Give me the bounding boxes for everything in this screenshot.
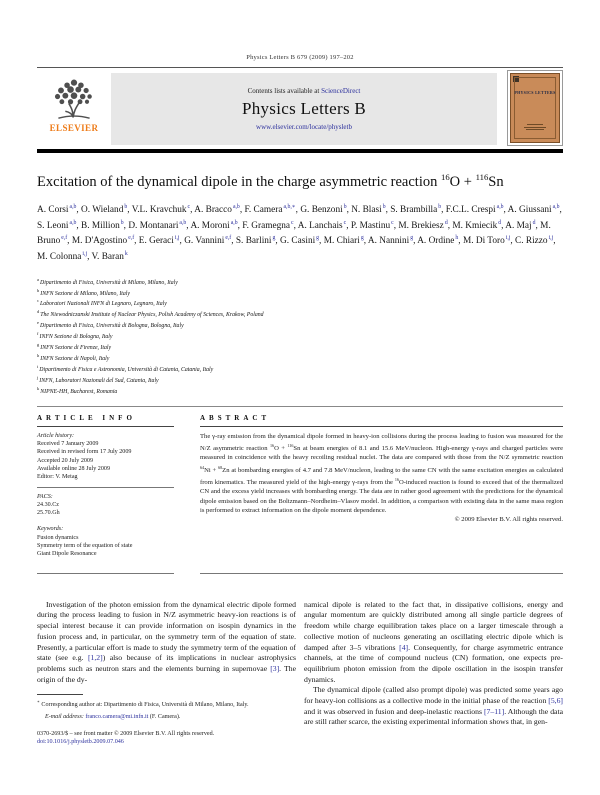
author-affiliation-sup: k bbox=[124, 250, 128, 257]
author bbox=[390, 205, 446, 215]
author-name: M. Kmiecik bbox=[452, 220, 498, 231]
journal-title: Physics Letters B bbox=[241, 99, 367, 118]
author-affiliation-sup: a,b bbox=[496, 203, 504, 210]
author-name: G. Vannini bbox=[184, 236, 225, 247]
author-affiliation-sup: g bbox=[360, 235, 364, 242]
author bbox=[505, 221, 540, 231]
section-divider-rule bbox=[37, 406, 563, 407]
author-affiliation-sup: a,b bbox=[69, 203, 77, 210]
doi-link[interactable]: doi:10.1016/j.physletb.2009.07.046 bbox=[37, 739, 124, 746]
author-separator: , bbox=[413, 236, 418, 247]
imprint-footer bbox=[37, 730, 296, 747]
superscript: 64 bbox=[200, 464, 205, 470]
affiliation-item: $^k$ NIPNE-HH, Bucharest, Romania bbox=[37, 385, 118, 395]
author bbox=[236, 236, 280, 246]
copyright-notice: © 2009 Elsevier B.V. All rights reserved. bbox=[454, 515, 563, 523]
author bbox=[298, 221, 351, 231]
author-affiliation-sup: g bbox=[272, 235, 276, 242]
superscript: 116 bbox=[475, 172, 489, 182]
keyword-lines bbox=[37, 534, 174, 559]
abstract-rule bbox=[200, 426, 563, 427]
author-separator: , bbox=[441, 204, 446, 215]
superscript: 16 bbox=[394, 476, 399, 482]
author-name: A. Ordine bbox=[417, 236, 455, 247]
author-separator: , bbox=[127, 204, 132, 215]
author-affiliation-sup: c bbox=[187, 203, 191, 210]
body-paragraph bbox=[304, 600, 563, 686]
article-history bbox=[37, 432, 174, 482]
author bbox=[128, 221, 190, 231]
author bbox=[244, 205, 300, 215]
author bbox=[81, 221, 128, 231]
journal-citation: Physics Letters B 679 (2009) 197–202 bbox=[246, 54, 354, 61]
author-affiliation-sup: a,b bbox=[552, 203, 560, 210]
text-run: Sn bbox=[488, 173, 504, 190]
author-separator: , bbox=[385, 204, 391, 215]
text-run: ) also because of its implications in nuclear astrophysics problems such as neutron stars and the elements burning in supernovae bbox=[37, 653, 296, 673]
author-name: A. Bracco bbox=[194, 204, 232, 215]
text-run: Zn at bombarding energies of 4.7 and 7.8 MeV/nucleon, leading to the same CN with the same excitation energies as calculated from kinematics. The measured yield of the high-energy γ-rays from the bbox=[200, 466, 564, 487]
footnote-marker: ∗ bbox=[37, 699, 40, 705]
author-name: A. Corsi bbox=[37, 204, 69, 215]
author bbox=[351, 221, 398, 231]
text-run: . Although the data are still rather scarce, the existing experimental information shows that, in gen- bbox=[304, 706, 563, 727]
contents-lists-text: Contents lists available at bbox=[247, 87, 322, 95]
list-line: 24.30.Cz bbox=[37, 501, 60, 508]
email-suffix: (F. Camera). bbox=[148, 713, 181, 720]
author-separator: , bbox=[458, 236, 463, 247]
keywords-label: Keywords: bbox=[37, 526, 64, 533]
affiliation-item: $^i$ Dipartimento di Fisica e Astronomia, Università di Catania, Catania, Italy bbox=[37, 363, 214, 373]
affiliation-item: $^c$ Laboratori Nazionali INFN di Legnaro, Legnaro, Italy bbox=[37, 298, 167, 308]
cover-masthead: PHYSICS LETTERS bbox=[514, 90, 556, 95]
author-name: F. Gramegna bbox=[242, 220, 291, 231]
author-affiliation-sup: c bbox=[343, 219, 347, 226]
cover-text-lines bbox=[511, 124, 559, 130]
author-affiliation-sup: i,j bbox=[548, 235, 554, 242]
affiliation-list bbox=[37, 276, 563, 396]
author-name: F. Camera bbox=[244, 204, 283, 215]
journal-cover-art bbox=[510, 73, 560, 143]
author bbox=[463, 236, 515, 246]
author-separator: , bbox=[510, 236, 516, 247]
author-name: S. Brambilla bbox=[390, 204, 438, 215]
author-separator: , bbox=[275, 236, 281, 247]
author bbox=[139, 236, 184, 246]
affiliation-item: $^a$ Dipartimento di Fisica, Università di Milano, Milano, Italy bbox=[37, 276, 178, 286]
author-separator: , bbox=[239, 204, 245, 215]
author-separator: , bbox=[295, 204, 301, 215]
author-name: S. Leoni bbox=[37, 220, 69, 231]
list-line: Received in revised form 17 July 2009 bbox=[37, 449, 132, 456]
superscript: 68 bbox=[218, 464, 223, 470]
article-info-heading: ARTICLE INFO bbox=[37, 413, 136, 422]
author bbox=[300, 205, 351, 215]
author-separator: , bbox=[447, 220, 453, 231]
pacs-label: PACS: bbox=[37, 493, 53, 500]
author-name: M. Chiari bbox=[323, 236, 360, 247]
author-separator: , bbox=[293, 220, 298, 231]
history-pacs-rule bbox=[37, 487, 174, 488]
text-run: and it was observed in fusion and deep-inelastic reactions bbox=[304, 706, 484, 716]
superscript: 16 bbox=[440, 172, 450, 182]
journal-url-link[interactable]: www.elsevier.com/locate/physletb bbox=[256, 123, 352, 131]
text-run: . Consequently, for charge asymmetric entrance channels, at the time of compound nucleus (CN) formation, one expects pre-equilibrium photon emission from the dipole oscillation in the isospin transfer dynamics. bbox=[304, 642, 563, 684]
author-separator: , bbox=[76, 204, 82, 215]
author-separator: , bbox=[535, 220, 541, 231]
author-name: O. Wieland bbox=[81, 204, 124, 215]
author bbox=[37, 221, 81, 231]
author-affiliation-sup: e,f bbox=[61, 235, 68, 242]
text-run: Investigation of the photon emission from the dynamical electric dipole formed during the process leading to fusion in N/Z asymmetric heavy-ion reactions is of special interest because it can provide information on isospin dynamics in the fusion process and, in particular, on the symmetry term of the equation of state. Presently, a particular effort is made to study the symmetry term of the equation of state (see e.g. bbox=[37, 599, 296, 663]
author-name: V.L. Kravchuk bbox=[131, 204, 187, 215]
author-affiliation-sup: b bbox=[438, 203, 442, 210]
footnote-rule bbox=[37, 694, 83, 695]
author-separator: , bbox=[346, 204, 352, 215]
article-title bbox=[37, 172, 563, 191]
author-affiliation-sup: a,b bbox=[69, 219, 77, 226]
author-affiliation-sup: a,b,∗ bbox=[283, 203, 296, 210]
reference-link[interactable]: [7–11] bbox=[483, 706, 505, 716]
author bbox=[194, 205, 244, 215]
author-affiliation-sup: i,j bbox=[82, 250, 88, 257]
author bbox=[184, 236, 236, 246]
info-abstract-section bbox=[37, 414, 563, 574]
author-name: S. Barlini bbox=[235, 236, 272, 247]
text-run: O-induced reaction is found to exceed that of the thermalized CN and the excess yield increases with bombarding energy. The data are in rather good agreement with the predictions for the dynamical dipole emission based on the Boltzmann–Nordheim–Vlasov model. In addition, a comparison with existing data in the same mass region is performed to extract information on the dipole moment dependence. bbox=[200, 479, 563, 514]
author-name: G. Casini bbox=[280, 236, 316, 247]
body-paragraph bbox=[304, 685, 563, 728]
footnote-text: Corresponding author at: Dipartimento di Fisica, Università di Milano, Milano, Italy. bbox=[39, 702, 249, 709]
corresponding-author-footnote bbox=[37, 698, 296, 709]
author-name: P. Mastinu bbox=[350, 220, 391, 231]
abstract-text bbox=[200, 432, 563, 515]
affiliation-item: $^f$ INFN Sezione di Bologna, Italy bbox=[37, 331, 113, 341]
superscript: 116 bbox=[287, 442, 294, 448]
author-affiliation-sup: b bbox=[343, 203, 347, 210]
author bbox=[452, 221, 505, 231]
author bbox=[81, 205, 132, 215]
author-separator: , bbox=[393, 220, 399, 231]
author bbox=[398, 221, 452, 231]
author bbox=[92, 252, 128, 262]
author-separator: , bbox=[553, 236, 556, 247]
text-run: Excitation of the dynamical dipole in the charge asymmetric reaction bbox=[37, 173, 441, 190]
author-name: G. Benzoni bbox=[300, 204, 343, 215]
author-separator: , bbox=[559, 204, 562, 215]
author bbox=[132, 205, 195, 215]
superscript: 16 bbox=[269, 442, 275, 448]
author-affiliation-sup: c bbox=[391, 219, 394, 226]
author-name: N. Blasi bbox=[351, 204, 382, 215]
author-affiliation-sup: i,j bbox=[174, 235, 180, 242]
author-separator: , bbox=[363, 236, 368, 247]
author-separator: , bbox=[319, 236, 324, 247]
thick-black-rule bbox=[37, 149, 563, 153]
author bbox=[37, 252, 92, 262]
abstract-heading: ABSTRACT bbox=[200, 413, 271, 422]
header-gap bbox=[497, 73, 507, 145]
elsevier-wordmark: ELSEVIER bbox=[49, 123, 99, 133]
author-affiliation-sup: g bbox=[316, 235, 320, 242]
author bbox=[446, 205, 508, 215]
affiliation-item: $^h$ INFN Sezione di Napoli, Italy bbox=[37, 353, 110, 362]
text-run: Ni + bbox=[204, 466, 219, 474]
author-name: A. Moroni bbox=[190, 220, 230, 231]
author-name: F.C.L. Crespi bbox=[445, 204, 496, 215]
author-affiliation-sup: c bbox=[291, 219, 294, 226]
list-line: Available online 28 July 2009 bbox=[37, 465, 110, 472]
author-affiliation-sup: e,f bbox=[225, 235, 232, 242]
email-footnote bbox=[37, 713, 296, 721]
list-line: 25.70.Gh bbox=[37, 510, 60, 517]
reference-link[interactable]: [4] bbox=[399, 642, 409, 652]
pacs-block bbox=[37, 493, 174, 518]
text-run: . The origin of the dy- bbox=[37, 663, 296, 684]
abstract-column bbox=[200, 414, 563, 574]
sciencedirect-link[interactable]: ScienceDirect bbox=[321, 87, 361, 95]
pacs-lines bbox=[37, 501, 174, 518]
list-line: Fusion dynamics bbox=[37, 534, 79, 541]
author-separator: , bbox=[87, 251, 92, 262]
text-run: O + bbox=[274, 445, 288, 453]
author-name: D. Montanari bbox=[128, 220, 179, 231]
text-run: Sn at beam energies of 8.1 and 15.6 MeV/nucleon. High-energy γ-rays and charged particles were measured in coincidence with the heavy recoiling residual nuclei. The data are compared with those from the N/Z symmetric reaction bbox=[200, 445, 564, 462]
author-name: A. Maj bbox=[505, 220, 532, 231]
author-separator: , bbox=[179, 236, 185, 247]
author bbox=[190, 221, 242, 231]
author-name: M. Brekiesz bbox=[398, 220, 444, 231]
text-run: namical dipole is related to the fact that, in dissipative collisions, energy and angular momentum are quickly distributed among all single particle degrees of freedom while charge equilibration takes place on a larger timescale through a collective motion of nucleons generating an oscillating electric dipole which is damped after 3–5 vibrations bbox=[304, 599, 563, 652]
author-separator: , bbox=[190, 204, 195, 215]
header-rule bbox=[37, 67, 563, 68]
affiliation-item: $^d$ The Niewodniczanski Institute of Nuclear Physics, Polish Academy of Sciences, Krakow, Poland bbox=[37, 309, 264, 319]
article-info-column bbox=[37, 414, 174, 574]
author-separator: , bbox=[123, 220, 129, 231]
author-affiliation-sup: a,b bbox=[179, 219, 187, 226]
author-affiliation-sup: d bbox=[498, 219, 502, 226]
author-separator: , bbox=[237, 220, 243, 231]
author-separator: , bbox=[134, 236, 139, 247]
author-affiliation-sup: e,f bbox=[128, 235, 135, 242]
author-name: V. Baran bbox=[91, 251, 124, 262]
author bbox=[280, 236, 324, 246]
author-name: A. Giussani bbox=[507, 204, 552, 215]
author-separator: , bbox=[186, 220, 191, 231]
text-run: O + bbox=[449, 173, 476, 190]
author-affiliation-sup: a,b bbox=[232, 203, 240, 210]
elsevier-logo bbox=[37, 73, 111, 145]
email-label: E-mail address: bbox=[45, 713, 86, 720]
author-separator: , bbox=[501, 220, 506, 231]
author-affiliation-sup: b bbox=[124, 203, 128, 210]
text-run: The dynamical dipole (called also prompt dipole) was predicted some years ago for heavy-ion collisions as a collective mode in the initial phase of the reaction bbox=[304, 685, 563, 706]
list-line: Editor: V. Metag bbox=[37, 474, 78, 481]
author-separator: , bbox=[76, 220, 82, 231]
author bbox=[37, 205, 81, 215]
author-name: C. Rizzo bbox=[515, 236, 548, 247]
author-affiliation-sup: h bbox=[455, 235, 459, 242]
body-left-column bbox=[37, 600, 296, 747]
article-info-bottom-rule bbox=[37, 573, 174, 574]
author-affiliation-sup: b bbox=[120, 219, 124, 226]
author-name: M. Di Toro bbox=[462, 236, 505, 247]
author bbox=[72, 236, 139, 246]
author-separator: , bbox=[503, 204, 508, 215]
author bbox=[508, 205, 562, 215]
text-run: The γ-ray emission from the dynamical dipole formed in heavy-ion collisions during the process leading to fusion was measured for the N/Z asymmetric reaction bbox=[200, 432, 563, 453]
author-name: M. Bruno bbox=[37, 220, 551, 247]
affiliation-item: $^j$ INFN, Laboratori Nazionali del Sud, Catania, Italy bbox=[37, 374, 159, 384]
author-name: A. Nannini bbox=[367, 236, 410, 247]
author-list bbox=[37, 201, 562, 264]
body-paragraph bbox=[37, 600, 296, 686]
list-line: Symmetry term of the equation of state bbox=[37, 542, 133, 549]
list-line: Accepted 20 July 2009 bbox=[37, 457, 94, 464]
affiliation-item: $^b$ INFN Sezione di Milano, Milano, Italy bbox=[37, 287, 130, 297]
abstract-bottom-rule bbox=[200, 573, 563, 574]
author-separator: , bbox=[67, 236, 72, 247]
author-separator: , bbox=[231, 236, 236, 247]
affiliation-item: $^g$ INFN Sezione di Firenze, Italy bbox=[37, 342, 112, 352]
article-history-lines bbox=[37, 440, 174, 481]
article-info-rule bbox=[37, 426, 174, 427]
contents-lists-line bbox=[248, 87, 361, 95]
author-affiliation-sup: b bbox=[382, 203, 386, 210]
author bbox=[324, 236, 368, 246]
body-text-section bbox=[37, 600, 563, 747]
author-affiliation-sup: d bbox=[444, 219, 448, 226]
author-affiliation-sup: i,j bbox=[505, 235, 511, 242]
author-name: A. Lanchais bbox=[297, 220, 343, 231]
author-affiliation-sup: d bbox=[532, 219, 536, 226]
affiliation-item: $^e$ Dipartimento di Fisica, Università di Bologna, Bologna, Italy bbox=[37, 320, 184, 330]
author-name: M. D'Agostino bbox=[71, 236, 128, 247]
author bbox=[351, 205, 390, 215]
journal-cover-thumbnail bbox=[507, 70, 563, 146]
author bbox=[417, 236, 463, 246]
reference-link[interactable]: [3] bbox=[270, 663, 280, 673]
author bbox=[242, 221, 298, 231]
email-link[interactable]: franco.camera@mi.infn.it bbox=[85, 713, 149, 720]
author-separator: , bbox=[346, 220, 351, 231]
list-line: Giant Dipole Resonance bbox=[37, 551, 97, 558]
list-line: Received 7 January 2009 bbox=[37, 441, 99, 448]
keywords-block bbox=[37, 525, 174, 558]
body-right-column bbox=[304, 600, 563, 747]
author-name: M. Colonna bbox=[37, 251, 82, 262]
author bbox=[515, 236, 556, 246]
author bbox=[368, 236, 417, 246]
author-name: B. Million bbox=[81, 220, 120, 231]
issn-line: 0370-2693/$ – see front matter © 2009 Elsevier B.V. All rights reserved. bbox=[37, 730, 215, 737]
journal-banner bbox=[111, 73, 497, 145]
journal-header bbox=[37, 73, 563, 145]
elsevier-tree-icon bbox=[48, 75, 100, 125]
article-history-label: Article history: bbox=[37, 432, 75, 439]
author-affiliation-sup: a,b bbox=[230, 219, 238, 226]
reference-link[interactable]: [5,6] bbox=[548, 696, 563, 706]
author-name: E. Geraci bbox=[138, 236, 174, 247]
author-affiliation-sup: g bbox=[410, 235, 414, 242]
reference-link[interactable]: [1,2] bbox=[87, 653, 103, 663]
